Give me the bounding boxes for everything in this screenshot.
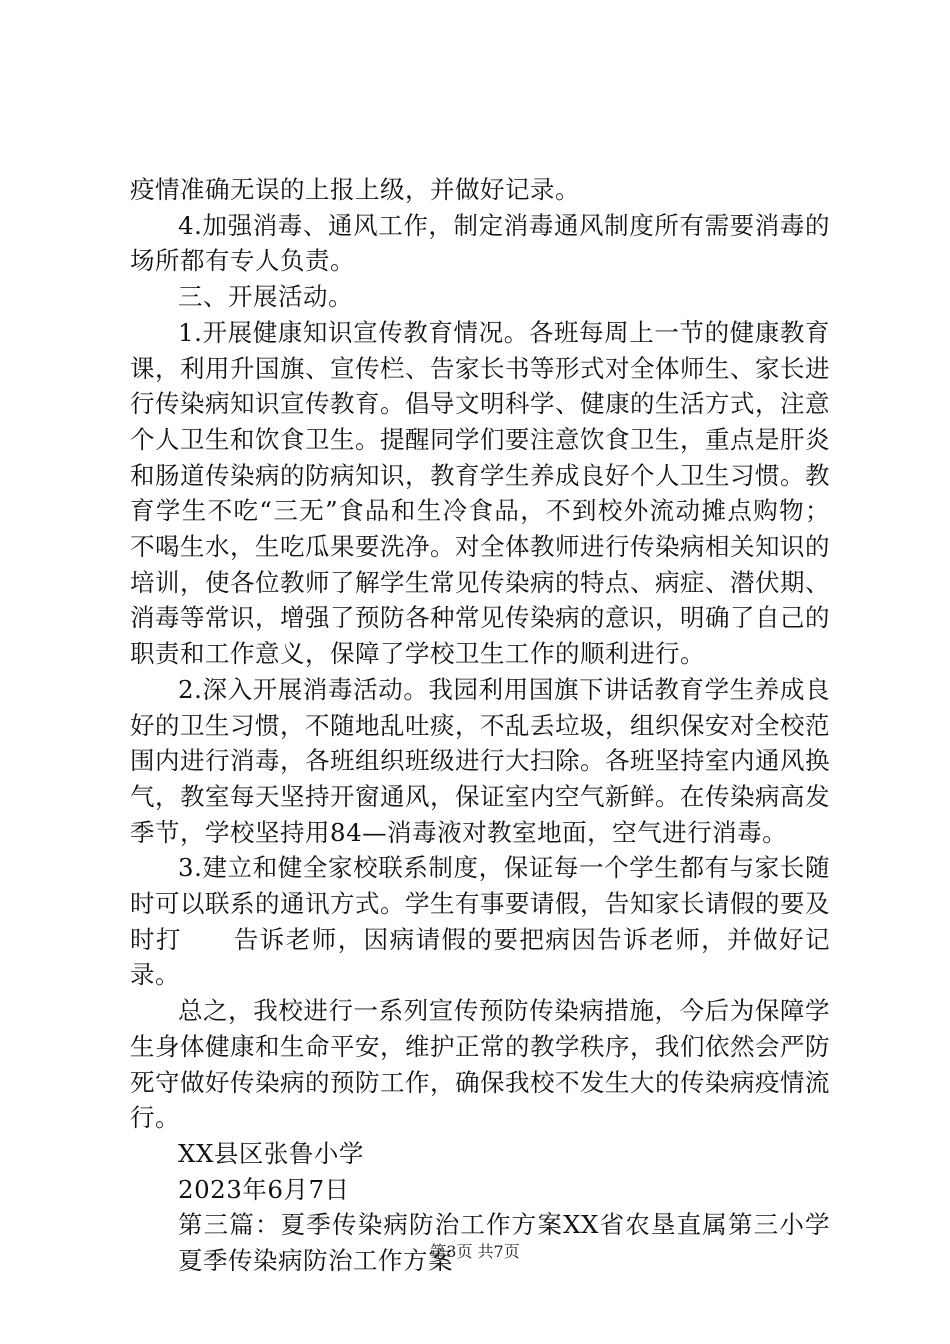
- page-footer: 第3页 共7页: [430, 1242, 520, 1261]
- paragraph-activity-3: 3.建立和健全家校联系制度，保证每一个学生都有与家长随时可以联系的通讯方式。学生有事要请假，告知家长请假的要及时打 告诉老师，因病请假的要把病因告诉老师，并做好记录。: [130, 853, 830, 990]
- paragraph-continuation: 疫情准确无误的上报上级，并做好记录。: [130, 175, 580, 204]
- next-section-title: 第三篇：夏季传染病防治工作方案XX省农垦直属第三小学夏季传染病防治工作方案: [178, 1210, 830, 1276]
- paragraph-summary: 总之，我校进行一系列宣传预防传染病措施，今后为保障学生身体健康和生命平安，维护正常的教学秩序，我们依然会严防死守做好传染病的预防工作，确保我校不发生大的传染病疫情流行。: [130, 996, 830, 1133]
- paragraph-item-4: 4.加强消毒、通风工作，制定消毒通风制度所有需要消毒的场所都有专人负责。: [130, 210, 830, 276]
- section-heading-activities: 三、开展活动。: [178, 282, 353, 312]
- document-body: [130, 172, 830, 1279]
- signature-date: 2023年6月7日: [178, 1174, 350, 1204]
- signature-school: XX县区张鲁小学: [178, 1138, 364, 1168]
- paragraph-activity-2: 2.深入开展消毒活动。我园利用国旗下讲话教育学生养成良好的卫生习惯，不随地乱吐痰，不乱丢垃圾，组织保安对全校范围内进行消毒，各班组织班级进行大扫除。各班坚持室内通风换气，教室每天坚持开窗通风，保证室内空气新鲜。在传染病高发季节，学校坚持用84—消毒液对教室地面，空气进行消毒。: [130, 674, 830, 847]
- paragraph-activity-1: 1.开展健康知识宣传教育情况。各班每周上一节的健康教育课，利用升国旗、宣传栏、告家长书等形式对全体师生、家长进行传染病知识宣传教育。倡导文明科学、健康的生活方式，注意个人卫生和饮食卫生。提醒同学们要注意饮食卫生，重点是肝炎和肠道传染病的防病知识，教育学生养成良好个人卫生习惯。教育学生不吃“三无”食品和生冷食品，不到校外流动摊点购物；不喝生水，生吃瓜果要洗净。对全体教师进行传染病相关知识的培训，使各位教师了解学生常见传染病的特点、病症、潜伏期、消毒等常识，增强了预防各种常见传染病的意识，明确了自己的职责和工作意义，保障了学校卫生工作的顺利进行。: [130, 317, 830, 669]
